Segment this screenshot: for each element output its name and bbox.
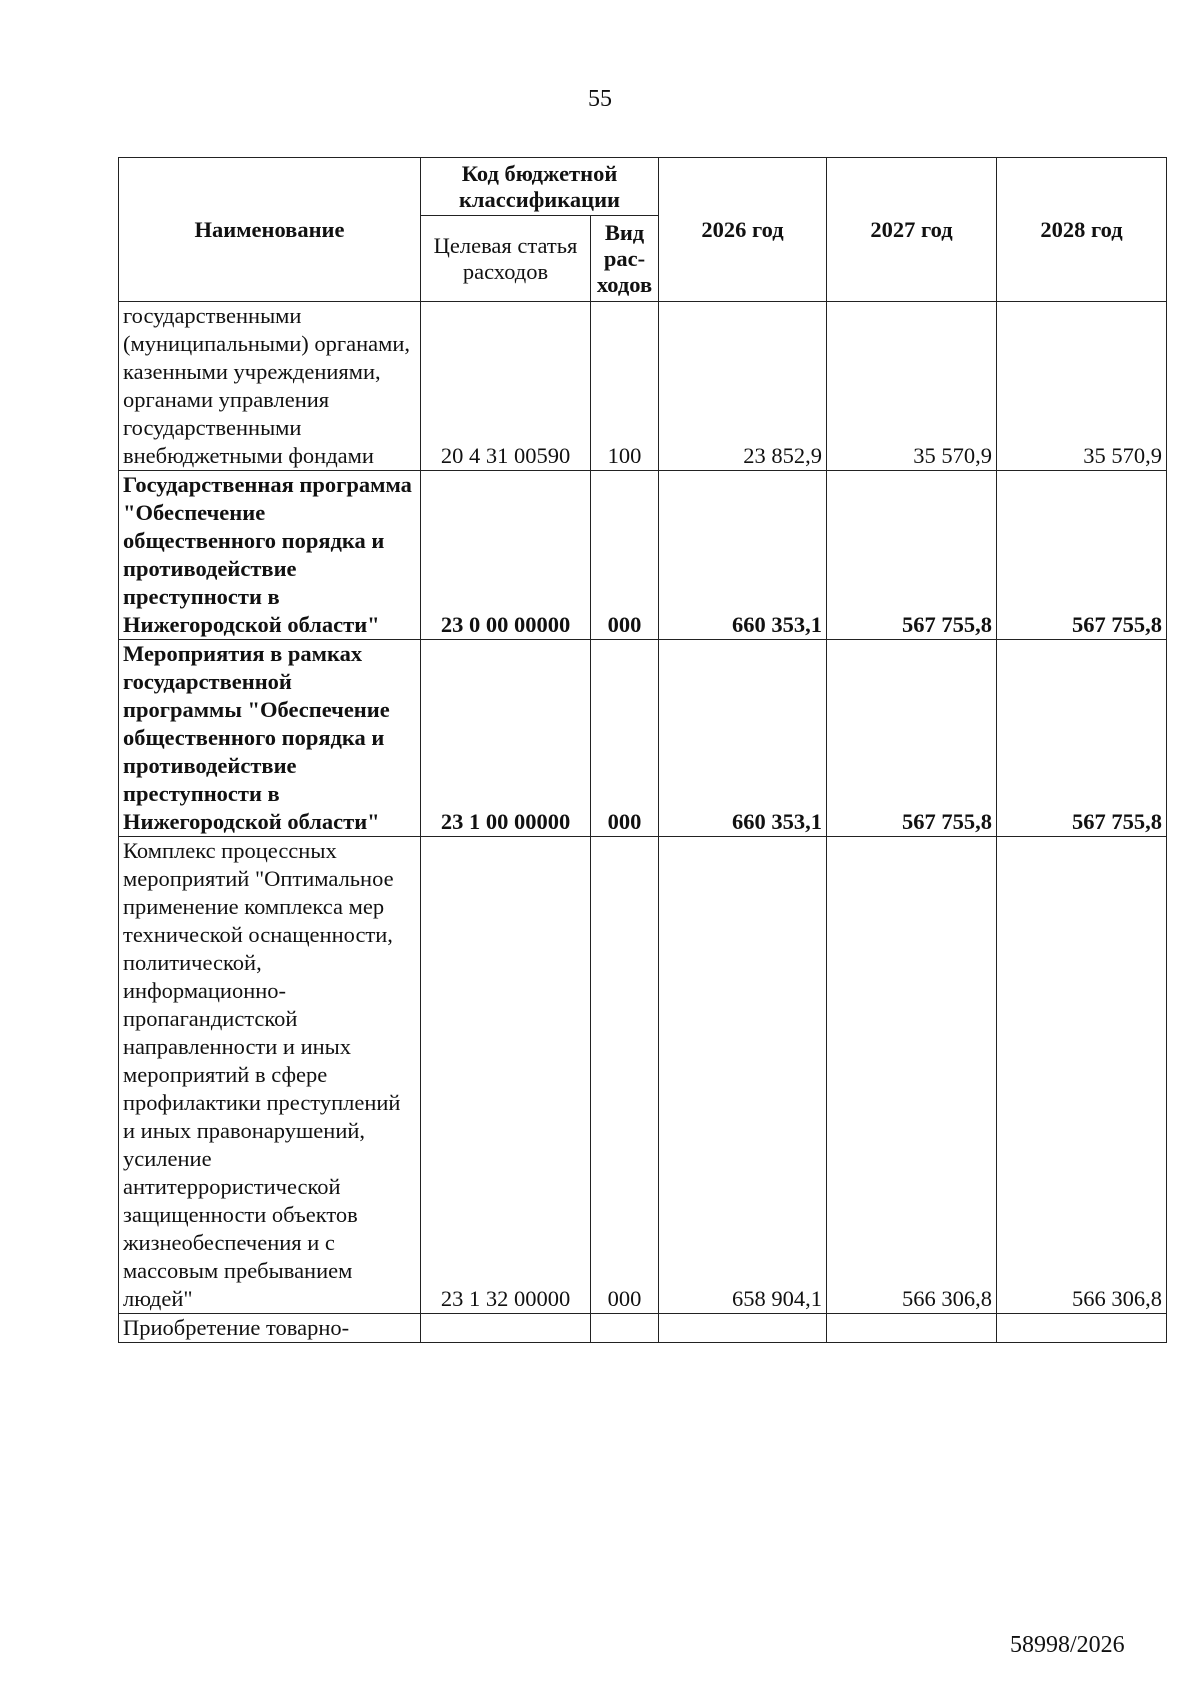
row-type: 000: [591, 837, 659, 1314]
header-name: Наименование: [119, 158, 421, 302]
row-2028: 35 570,9: [997, 302, 1167, 471]
row-name: Приобретение товарно-: [119, 1314, 421, 1343]
row-type: 000: [591, 471, 659, 640]
table-row: [119, 471, 1167, 640]
header-2026: 2026 год: [659, 158, 827, 302]
header-2028: 2028 год: [997, 158, 1167, 302]
row-name: Комплекс процессных мероприятий "Оптимальное применение комплекса мер технической оснащенности, политической, информационно-пропагандистской направленности и иных мероприятий в сфере профилактики преступлений и иных правонарушений, усиление антитеррористической защищенности объектов жизнеобеспечения и с массовым пребыванием людей": [119, 837, 421, 1314]
row-2027: 566 306,8: [827, 837, 997, 1314]
row-2026: 660 353,1: [659, 640, 827, 837]
row-2026: 658 904,1: [659, 837, 827, 1314]
row-2026: [659, 1314, 827, 1343]
table-row: [119, 640, 1167, 837]
row-type: [591, 1314, 659, 1343]
header-2027: 2027 год: [827, 158, 997, 302]
row-type: 100: [591, 302, 659, 471]
row-2026: 660 353,1: [659, 471, 827, 640]
header-expense-type: Вид рас-ходов: [591, 216, 659, 302]
row-2028: 567 755,8: [997, 471, 1167, 640]
row-2028: 566 306,8: [997, 837, 1167, 1314]
table-row: [119, 837, 1167, 1314]
budget-table: [118, 157, 1167, 1343]
document-id: 58998/2026: [1010, 1632, 1125, 1658]
row-2028: 567 755,8: [997, 640, 1167, 837]
row-name: Государственная программа "Обеспечение общественного порядка и противодействие преступности в Нижегородской области": [119, 471, 421, 640]
row-name: государственными (муниципальными) органами, казенными учреждениями, органами управления государственными внебюджетными фондами: [119, 302, 421, 471]
row-code: [421, 1314, 591, 1343]
row-2027: [827, 1314, 997, 1343]
header-target-item: Целевая статья расходов: [421, 216, 591, 302]
row-2028: [997, 1314, 1167, 1343]
row-2027: 35 570,9: [827, 302, 997, 471]
page-number: 55: [588, 86, 612, 112]
table-row: [119, 1314, 1167, 1343]
row-code: 23 1 00 00000: [421, 640, 591, 837]
header-code-group: Код бюджетной классификации: [421, 158, 659, 216]
row-name: Мероприятия в рамках государственной программы "Обеспечение общественного порядка и противодействие преступности в Нижегородской области": [119, 640, 421, 837]
row-code: 23 1 32 00000: [421, 837, 591, 1314]
row-2026: 23 852,9: [659, 302, 827, 471]
row-code: 20 4 31 00590: [421, 302, 591, 471]
table-row: [119, 302, 1167, 471]
row-code: 23 0 00 00000: [421, 471, 591, 640]
row-type: 000: [591, 640, 659, 837]
row-2027: 567 755,8: [827, 640, 997, 837]
row-2027: 567 755,8: [827, 471, 997, 640]
